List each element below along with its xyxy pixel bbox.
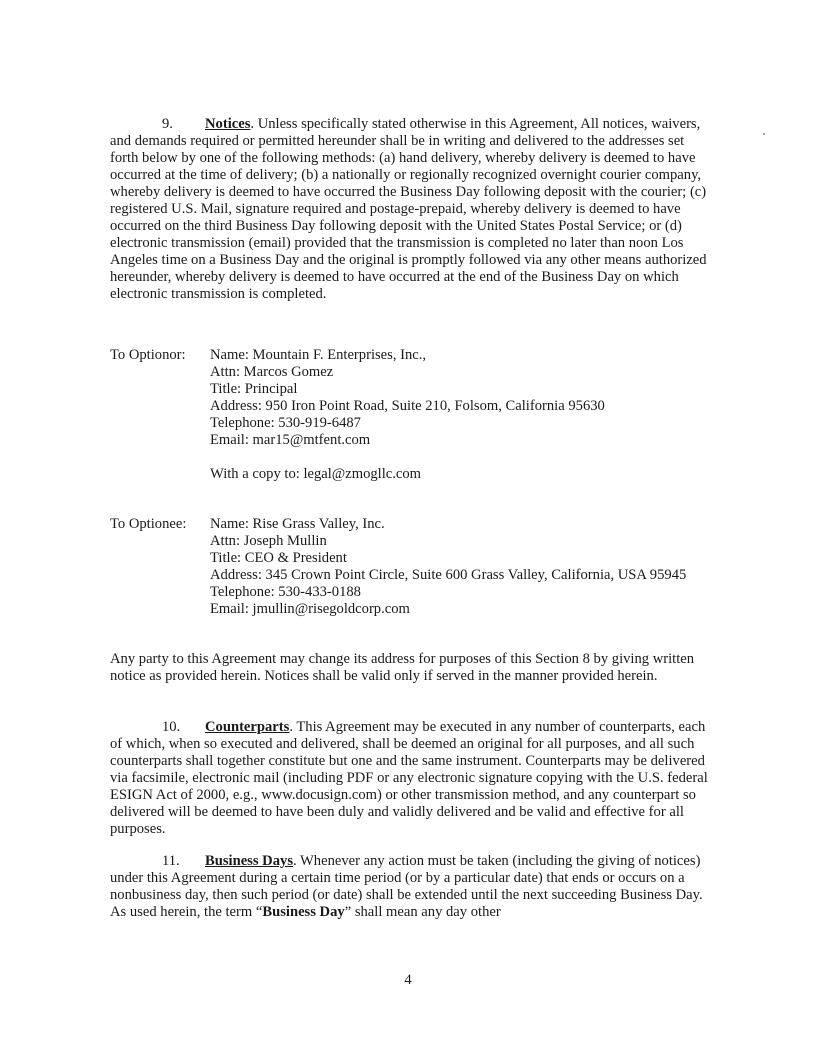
optionee-attn: Attn: Joseph Mullin (210, 533, 327, 549)
section-11-body-b: ” shall mean any day other (344, 904, 501, 920)
section-11-business-days (110, 853, 710, 921)
section-10-heading: Counterparts (205, 719, 290, 735)
section-11-number: 11. (162, 853, 180, 869)
section-10-number: 10. (162, 719, 181, 735)
optionor-attn: Attn: Marcos Gomez (210, 364, 334, 380)
optionor-email: Email: mar15@mtfent.com (210, 432, 371, 448)
section-9-notices (110, 116, 710, 303)
optionee-block (110, 516, 710, 621)
optionee-title: Title: CEO & President (210, 550, 347, 566)
change-address-paragraph: Any party to this Agreement may change its address for purposes of this Section 8 by giving written notice as provided herein. Notices shall be valid only if served in the manner provided herein. (110, 651, 695, 684)
optionor-name: Name: Mountain F. Enterprises, Inc., (210, 347, 427, 363)
section-11-body-a: . Whenever any action must be taken (including the giving of notices) under this Agreement during a certain time period (or by a particular date) that ends or occurs on a nonbusiness day, then such period (or date) shall be extended until the next succeeding Business Day. As used herein, the term “ (110, 853, 703, 920)
optionor-copy: With a copy to: legal@zmogllc.com (210, 466, 422, 482)
optionor-block (110, 347, 710, 487)
optionee-name: Name: Rise Grass Valley, Inc. (210, 516, 385, 532)
section-9-body: . Unless specifically stated otherwise in this Agreement, All notices, waivers, and demands required or permitted hereunder shall be in writing and delivered to the addresses set forth below by one of the following methods: (a) hand delivery, whereby delivery is deemed to have occurred at the time of delivery; (b) a nationally or regionally recognized overnight courier company, whereby delivery is deemed to have occurred the Business Day following deposit with the courier; (c) registered U.S. Mail, signature required and postage-prepaid, whereby delivery is deemed to have occurred on the third Business Day following deposit with the United States Postal Service; or (d) electronic transmission (email) provided that the transmission is completed no later than noon Los Angeles time on a Business Day and the original is promptly followed via any other means authorized hereunder, whereby delivery is deemed to have occurred at the end of the Business Day on which electronic transmission is completed. (110, 116, 707, 302)
scan-speck (763, 133, 765, 135)
optionor-label: To Optionor: (110, 347, 186, 363)
section-11-heading: Business Days (205, 853, 293, 869)
section-10-counterparts (110, 719, 710, 838)
optionee-label: To Optionee: (110, 516, 187, 532)
section-10-body: . This Agreement may be executed in any number of counterparts, each of which, when so executed and delivered, shall be deemed an original for all purposes, and all such counterparts shall together constitute but one and the same instrument. Counterparts may be delivered via facsimile, electronic mail (including PDF or any electronic signature copying with the U.S. federal ESIGN Act of 2000, e.g., www.docusign.com) or other transmission method, and any counterpart so delivered will be deemed to have been duly and validly delivered and be valid and effective for all purposes. (110, 719, 708, 837)
optionee-address: Address: 345 Crown Point Circle, Suite 600 Grass Valley, California, USA 95945 (210, 567, 687, 583)
section-11-defined-term: Business Day (262, 904, 345, 920)
optionor-title: Title: Principal (210, 381, 298, 397)
page-number: 4 (404, 972, 412, 988)
optionor-telephone: Telephone: 530-919-6487 (210, 415, 361, 431)
section-9-heading: Notices (205, 116, 251, 132)
optionee-telephone: Telephone: 530-433-0188 (210, 584, 361, 600)
section-9-number: 9. (162, 116, 173, 132)
optionee-email: Email: jmullin@risegoldcorp.com (210, 601, 410, 617)
optionor-address: Address: 950 Iron Point Road, Suite 210, Folsom, California 95630 (210, 398, 605, 414)
